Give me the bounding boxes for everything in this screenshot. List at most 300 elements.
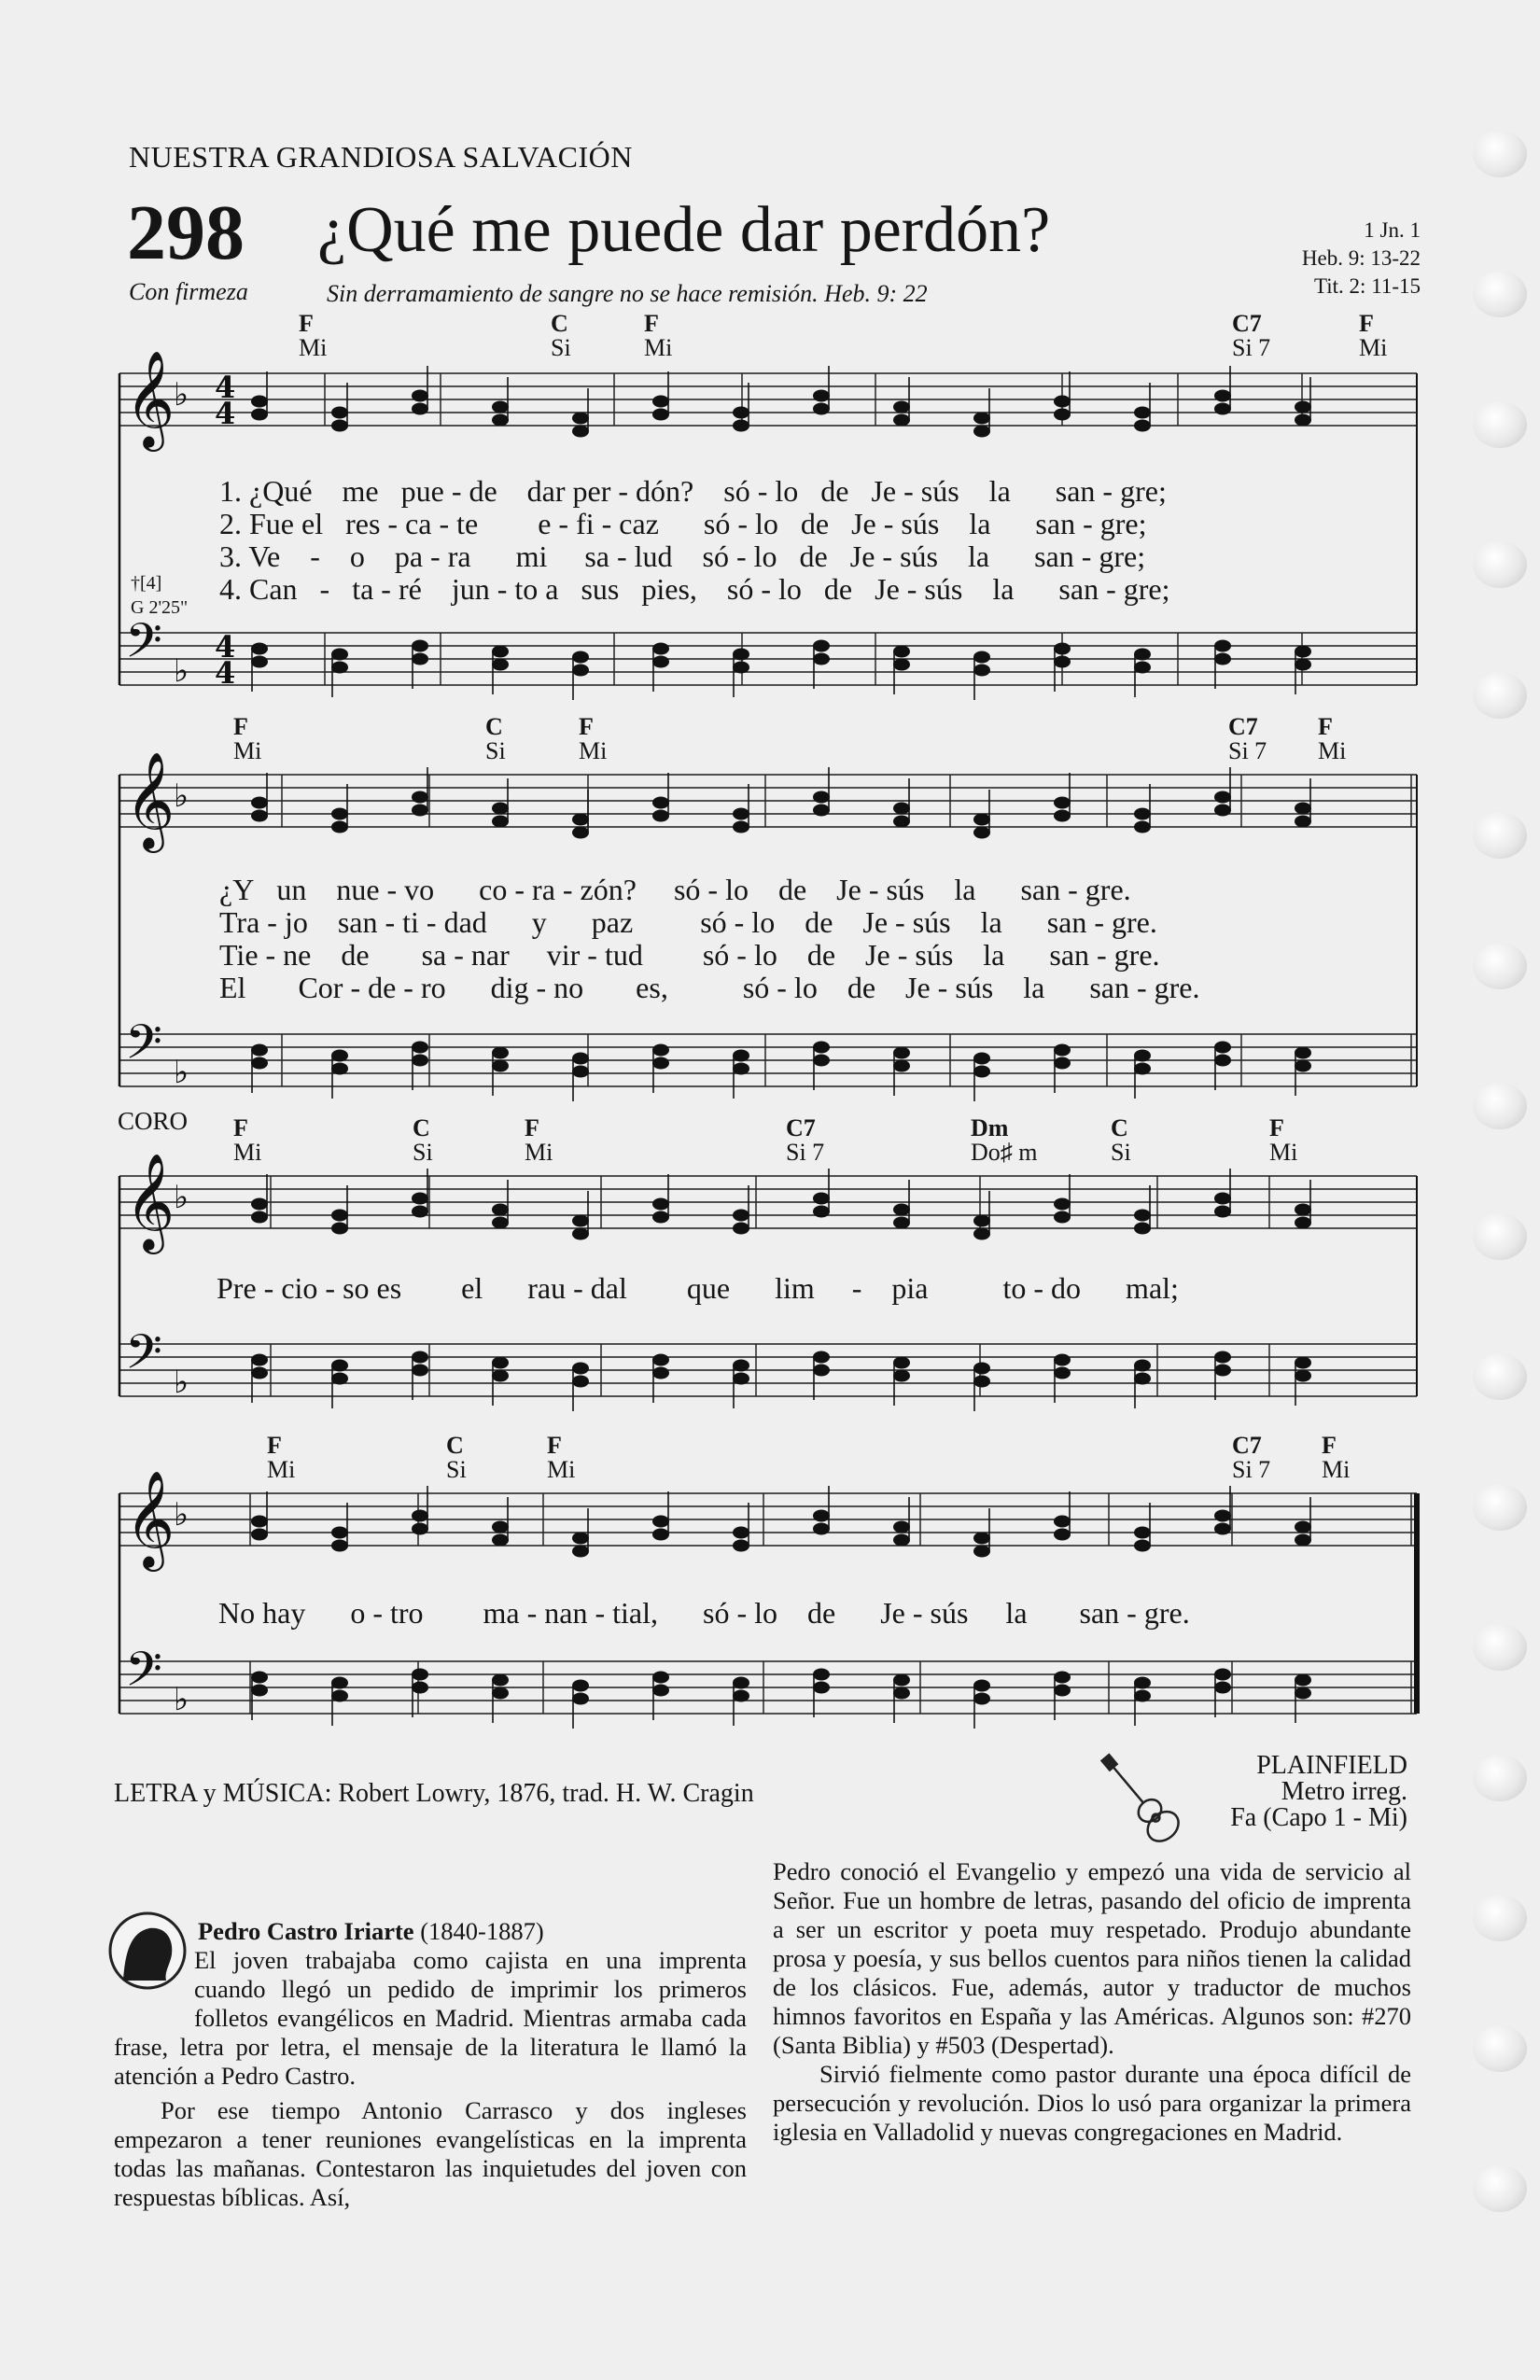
notehead: [572, 1228, 589, 1240]
tempo-marking: Con firmeza: [129, 278, 248, 305]
notehead: [492, 1357, 509, 1369]
flat-sign-icon: ♭: [174, 1496, 189, 1533]
notehead: [733, 420, 749, 432]
chord-s2-5: F Mi: [1318, 713, 1347, 764]
notehead: [1134, 1540, 1151, 1552]
notehead: [733, 1050, 749, 1062]
notehead: [1134, 649, 1151, 661]
notehead: [813, 1669, 830, 1681]
notehead: [1054, 1044, 1071, 1057]
bass-clef-icon: 𝄢: [125, 1641, 162, 1709]
notehead: [973, 413, 990, 425]
notehead: [331, 821, 348, 833]
meter: Metro irreg.: [1281, 1777, 1407, 1806]
bass-clef-icon: 𝄢: [125, 1323, 162, 1392]
notehead: [973, 814, 990, 826]
notehead: [733, 1223, 749, 1235]
notehead: [331, 1050, 348, 1062]
notehead: [1295, 1047, 1311, 1059]
notehead: [1134, 1063, 1151, 1075]
notehead: [1214, 390, 1231, 402]
treble-clef-icon: 𝄞: [125, 1470, 175, 1568]
notehead: [893, 816, 910, 828]
treble-clef-icon: 𝄞: [125, 751, 175, 849]
notehead: [652, 810, 669, 822]
notehead: [1295, 1534, 1311, 1547]
notehead: [1214, 1193, 1231, 1205]
notehead: [492, 401, 509, 413]
notehead: [893, 659, 910, 671]
notehead: [813, 653, 830, 665]
notehead: [813, 1055, 830, 1067]
notehead: [412, 640, 428, 652]
notehead: [492, 1047, 509, 1059]
chord-s2-2: C Si: [485, 713, 506, 764]
notehead: [813, 1351, 830, 1364]
flat-sign-icon: ♭: [174, 1054, 189, 1091]
hymn-title: ¿Qué me puede dar perdón?: [317, 194, 1051, 266]
notehead: [973, 827, 990, 839]
notehead: [893, 1217, 910, 1229]
chord-s3-5: Dm Do♯ m: [971, 1114, 1038, 1166]
notehead: [1134, 1677, 1151, 1689]
notehead: [572, 1215, 589, 1227]
notehead: [1054, 1685, 1071, 1697]
treble-clef-icon: 𝄞: [125, 1153, 175, 1251]
bio-right-p1: Pedro conoció el Evangelio y empezó una vida de servicio al Señor. Fue un hombre de letras, pasando del oficio de imprenta a ser un escritor y poeta muy respetado. Produjo abundante prosa y poesía, y sus bellos cuentos para niños tienen la calidad de los clásicos. Fue, además, autor y traductor de muchos himnos favoritos en España y las Américas. Algunos son: #270 (Santa Biblia) y #503 (Despertad).: [773, 1857, 1411, 2059]
notehead: [652, 1516, 669, 1528]
notehead: [1295, 1217, 1311, 1229]
notehead: [492, 1060, 509, 1072]
notehead: [572, 1363, 589, 1375]
notehead: [1214, 1682, 1231, 1694]
notehead: [251, 1516, 268, 1528]
bio-left-p1: El joven trabajaba como cajista en una imprenta cuando llegó un pedido de imprimir los primeros folletos evangélicos en Madrid. Mientras armaba cada frase, letra por letra, el mensaje de la literatura le llamó la atención a Pedro Castro.: [114, 1946, 747, 2090]
notehead: [1295, 816, 1311, 828]
notehead: [572, 827, 589, 839]
notehead: [893, 1357, 910, 1369]
notehead: [412, 403, 428, 415]
notehead: [652, 1198, 669, 1211]
notehead: [1295, 1370, 1311, 1382]
notehead: [572, 1693, 589, 1705]
notehead: [973, 1215, 990, 1227]
time-signature-numerator: 4: [215, 629, 236, 665]
verse2-s1: 2. Fue el res - ca - te e - fi - caz só - lo de Je - sús la san - gre;: [219, 507, 1147, 540]
time-signature-denominator: 4: [215, 655, 236, 691]
notehead: [572, 1376, 589, 1388]
notehead: [733, 1690, 749, 1702]
chord-s4-5: F Mi: [1322, 1432, 1351, 1483]
notehead: [973, 1546, 990, 1558]
notehead: [893, 401, 910, 413]
notehead: [331, 407, 348, 419]
chorus-lyrics-2: No hay o - tro ma - nan - tial, só - lo de Je - sús la san - gre.: [218, 1596, 1190, 1630]
notehead: [492, 1674, 509, 1687]
tune-info: [1230, 1753, 1407, 1831]
notehead: [733, 1527, 749, 1539]
verse1-s1: 1. ¿Qué me pue - de dar per - dón? só - lo de Je - sús la san - gre;: [219, 474, 1167, 508]
notehead: [1295, 1687, 1311, 1700]
hymn-number: 298: [127, 189, 245, 276]
notehead: [412, 1351, 428, 1364]
notehead: [813, 1365, 830, 1377]
notehead: [492, 1521, 509, 1533]
notehead: [973, 1376, 990, 1388]
notehead: [1054, 797, 1071, 809]
notehead: [1214, 1206, 1231, 1218]
notehead: [973, 426, 990, 438]
notehead: [492, 1370, 509, 1382]
notehead: [1134, 1210, 1151, 1222]
notehead: [813, 390, 830, 402]
notehead: [251, 1057, 268, 1070]
notehead: [572, 1546, 589, 1558]
notehead: [1134, 1050, 1151, 1062]
notehead: [1054, 1211, 1071, 1224]
notehead: [1295, 414, 1311, 427]
flat-sign-icon: ♭: [174, 1179, 189, 1216]
notehead: [331, 1690, 348, 1702]
notehead: [813, 1193, 830, 1205]
notehead: [572, 814, 589, 826]
verse4-s1: 4. Can - ta - ré jun - to a sus pies, só - lo de Je - sús la san - gre;: [219, 572, 1170, 606]
notehead: [813, 1206, 830, 1218]
notehead: [251, 1198, 268, 1211]
notehead: [251, 1685, 268, 1697]
notehead: [973, 1533, 990, 1545]
notehead: [652, 1685, 669, 1697]
notehead: [893, 646, 910, 658]
notehead: [1214, 1523, 1231, 1535]
notehead: [1054, 1672, 1071, 1684]
notehead: [1134, 1360, 1151, 1372]
notehead: [572, 665, 589, 677]
notehead: [813, 1510, 830, 1522]
notehead: [1054, 656, 1071, 668]
ref-1: 1 Jn. 1: [1364, 218, 1421, 242]
notehead: [251, 1529, 268, 1541]
notehead: [1214, 791, 1231, 804]
chord-s1-3: F Mi: [644, 310, 673, 361]
verse3-s2: Tie - ne de sa - nar vir - tud só - lo de Je - sús la san - gre.: [219, 938, 1160, 972]
notehead: [251, 797, 268, 809]
notehead: [733, 1373, 749, 1385]
chord-s3-4: C7 Si 7: [786, 1114, 825, 1166]
time-signature-numerator: 4: [215, 370, 236, 405]
notehead: [572, 1680, 589, 1692]
chord-s3-1: F Mi: [233, 1114, 262, 1166]
notehead: [331, 1210, 348, 1222]
notehead: [572, 1533, 589, 1545]
notehead: [652, 396, 669, 408]
notehead: [813, 791, 830, 804]
chorus-label: CORO: [118, 1107, 189, 1135]
notehead: [733, 407, 749, 419]
notehead: [412, 791, 428, 804]
verse4-s2: El Cor - de - ro dig - no es, só - lo de Je - sús la san - gre.: [219, 971, 1200, 1004]
notehead: [893, 1521, 910, 1533]
notehead: [652, 797, 669, 809]
chord-s2-3: F Mi: [579, 713, 608, 764]
notehead: [492, 646, 509, 658]
notehead: [893, 414, 910, 427]
notehead: [1134, 1527, 1151, 1539]
notehead: [492, 1687, 509, 1700]
notehead: [652, 1044, 669, 1057]
bio-left-column: [114, 1917, 747, 2212]
notehead: [1295, 1674, 1311, 1687]
key-label: †[4]: [131, 573, 162, 594]
flat-sign-icon: ♭: [174, 652, 189, 690]
bass-clef-icon: 𝄢: [125, 1014, 162, 1082]
chord-s1-1: F Mi: [299, 310, 328, 361]
chord-s4-3: F Mi: [547, 1432, 576, 1483]
chord-s3-3: F Mi: [525, 1114, 553, 1166]
notehead: [973, 665, 990, 677]
notehead: [1295, 401, 1311, 413]
notehead: [1054, 810, 1071, 822]
flat-sign-icon: ♭: [174, 1681, 189, 1718]
chord-s3-7: F Mi: [1269, 1114, 1298, 1166]
notehead: [973, 1228, 990, 1240]
notehead: [492, 414, 509, 427]
notehead: [412, 1055, 428, 1067]
notehead: [1134, 808, 1151, 820]
flat-sign-icon: ♭: [174, 376, 189, 413]
notehead: [1214, 1669, 1231, 1681]
notehead: [893, 1674, 910, 1687]
chord-s3-6: C Si: [1111, 1114, 1131, 1166]
notehead: [251, 396, 268, 408]
notehead: [1295, 646, 1311, 658]
notehead: [1295, 1060, 1311, 1072]
verse1-s2: ¿Y un nue - vo co - ra - zón? só - lo de Je - sús la san - gre.: [219, 873, 1131, 906]
chord-s1-2: C Si: [551, 310, 571, 361]
notehead: [733, 662, 749, 674]
flat-sign-icon: ♭: [174, 777, 189, 815]
notehead: [973, 1693, 990, 1705]
notehead: [733, 808, 749, 820]
chord-s2-4: C7 Si 7: [1228, 713, 1267, 764]
notehead: [412, 1193, 428, 1205]
section-title: NUESTRA GRANDIOSA SALVACIÓN: [129, 140, 633, 174]
notehead: [572, 413, 589, 425]
notehead: [412, 1669, 428, 1681]
notehead: [492, 1534, 509, 1547]
notehead: [1054, 1354, 1071, 1366]
notehead: [251, 643, 268, 655]
notehead: [1134, 1223, 1151, 1235]
notehead: [331, 1063, 348, 1075]
notehead: [1214, 1351, 1231, 1364]
notehead: [1295, 1521, 1311, 1533]
notehead: [572, 1053, 589, 1065]
notehead: [652, 1367, 669, 1379]
notehead: [331, 420, 348, 432]
notehead: [492, 1204, 509, 1216]
notehead: [733, 1360, 749, 1372]
notehead: [1214, 1365, 1231, 1377]
notehead: [813, 403, 830, 415]
notehead: [412, 653, 428, 665]
notehead: [1214, 653, 1231, 665]
verse3-s1: 3. Ve - o pa - ra mi sa - lud só - lo de Je - sús la san - gre;: [219, 539, 1146, 573]
notehead: [1295, 1357, 1311, 1369]
notehead: [893, 803, 910, 815]
notehead: [1054, 1529, 1071, 1541]
duration-label: G 2'25": [131, 597, 189, 618]
notehead: [733, 1210, 749, 1222]
notehead: [973, 1363, 990, 1375]
notehead: [1214, 1042, 1231, 1054]
notehead: [973, 1680, 990, 1692]
notehead: [251, 1354, 268, 1366]
notehead: [251, 1211, 268, 1224]
notehead: [1054, 409, 1071, 421]
notehead: [331, 1223, 348, 1235]
chord-s3-2: C Si: [413, 1114, 433, 1166]
notehead: [1054, 1057, 1071, 1070]
notehead: [492, 816, 509, 828]
notehead: [331, 1373, 348, 1385]
epigraph: Sin derramamiento de sangre no se hace remisión. Heb. 9: 22: [327, 280, 928, 307]
notehead: [412, 1206, 428, 1218]
notehead: [893, 1534, 910, 1547]
time-signature-denominator: 4: [215, 396, 236, 431]
notehead: [331, 662, 348, 674]
notehead: [412, 390, 428, 402]
notehead: [813, 1523, 830, 1535]
notehead: [973, 651, 990, 664]
notehead: [652, 409, 669, 421]
notehead: [412, 1042, 428, 1054]
notehead: [1214, 1510, 1231, 1522]
notehead: [412, 1682, 428, 1694]
bio-right-column: [773, 1857, 1411, 2147]
notehead: [1134, 420, 1151, 432]
notehead: [973, 1066, 990, 1078]
ref-3: Tit. 2: 11-15: [1314, 274, 1421, 298]
chord-s4-4: C7 Si 7: [1232, 1432, 1271, 1483]
notehead: [1214, 1055, 1231, 1067]
notehead: [1295, 1204, 1311, 1216]
notehead: [893, 1370, 910, 1382]
notehead: [733, 1540, 749, 1552]
notehead: [1134, 662, 1151, 674]
bio-dates: (1840-1887): [420, 1917, 544, 1945]
notehead: [331, 808, 348, 820]
notehead: [412, 1365, 428, 1377]
notehead: [331, 1677, 348, 1689]
notehead: [251, 656, 268, 668]
notehead: [893, 1204, 910, 1216]
notehead: [251, 1672, 268, 1684]
notehead: [652, 1529, 669, 1541]
bio-heading: [114, 1917, 747, 1946]
notehead: [893, 1687, 910, 1700]
notehead: [1214, 640, 1231, 652]
bass-clef-icon: 𝄢: [125, 612, 162, 680]
notehead: [733, 821, 749, 833]
notehead: [412, 1523, 428, 1535]
chorus-lyrics-1: Pre - cio - so es el rau - dal que lim - pia to - do mal;: [217, 1271, 1179, 1305]
notehead: [733, 649, 749, 661]
chord-s4-2: C Si: [446, 1432, 467, 1483]
chord-s1-4: C7 Si 7: [1232, 310, 1271, 361]
notehead: [572, 651, 589, 664]
notehead: [652, 1672, 669, 1684]
notehead: [652, 1211, 669, 1224]
notehead: [1054, 396, 1071, 408]
chord-s4-1: F Mi: [267, 1432, 296, 1483]
notehead: [1214, 403, 1231, 415]
tune-name: PLAINFIELD: [1256, 1751, 1407, 1780]
notehead: [652, 656, 669, 668]
notehead: [251, 1367, 268, 1379]
bio-right-p2: Sirvió fielmente como pastor durante una época difícil de persecución y revolución. Dios lo usó para organizar la primera iglesia en Valladolid y nuevas congregaciones en Madrid.: [773, 2060, 1411, 2146]
chord-s1-5: F Mi: [1359, 310, 1388, 361]
notehead: [813, 805, 830, 817]
notehead: [412, 1510, 428, 1522]
notehead: [893, 1060, 910, 1072]
notehead: [331, 1527, 348, 1539]
notehead: [813, 1682, 830, 1694]
notehead: [1134, 1373, 1151, 1385]
notehead: [1054, 643, 1071, 655]
notehead: [492, 1217, 509, 1229]
notehead: [251, 810, 268, 822]
notehead: [251, 409, 268, 421]
notehead: [492, 659, 509, 671]
notehead: [331, 649, 348, 661]
notehead: [893, 1047, 910, 1059]
notehead: [1134, 407, 1151, 419]
notehead: [813, 640, 830, 652]
notehead: [1295, 803, 1311, 815]
notehead: [1134, 821, 1151, 833]
notehead: [492, 803, 509, 815]
notehead: [813, 1042, 830, 1054]
bio-name: Pedro Castro Iriarte: [198, 1917, 414, 1945]
bio-left-p2: Por ese tiempo Antonio Carrasco y dos ingleses empezaron a tener reuniones evangelísticas en la imprenta todas las mañanas. Contestaron las inquietudes del joven con respuestas bíblicas. Así,: [114, 2096, 747, 2211]
notehead: [412, 805, 428, 817]
notehead: [733, 1677, 749, 1689]
notehead: [1214, 805, 1231, 817]
notehead: [331, 1360, 348, 1372]
credits-line: LETRA y MÚSICA: Robert Lowry, 1876, trad. H. W. Cragin: [114, 1779, 754, 1808]
notehead: [572, 426, 589, 438]
chord-s2-1: F Mi: [233, 713, 262, 764]
notehead: [1295, 659, 1311, 671]
ref-2: Heb. 9: 13-22: [1301, 246, 1421, 270]
notehead: [331, 1540, 348, 1552]
key-info: Fa (Capo 1 - Mi): [1230, 1803, 1407, 1832]
flat-sign-icon: ♭: [174, 1364, 189, 1401]
notehead: [251, 1044, 268, 1057]
notehead: [652, 1057, 669, 1070]
notehead: [1054, 1516, 1071, 1528]
notehead: [652, 643, 669, 655]
notehead: [652, 1354, 669, 1366]
notehead: [1054, 1367, 1071, 1379]
notehead: [572, 1066, 589, 1078]
notehead: [733, 1063, 749, 1075]
notehead: [1054, 1198, 1071, 1211]
verse2-s2: Tra - jo san - ti - dad y paz só - lo de Je - sús la san - gre.: [219, 905, 1157, 939]
notehead: [973, 1053, 990, 1065]
treble-clef-icon: 𝄞: [125, 350, 175, 448]
